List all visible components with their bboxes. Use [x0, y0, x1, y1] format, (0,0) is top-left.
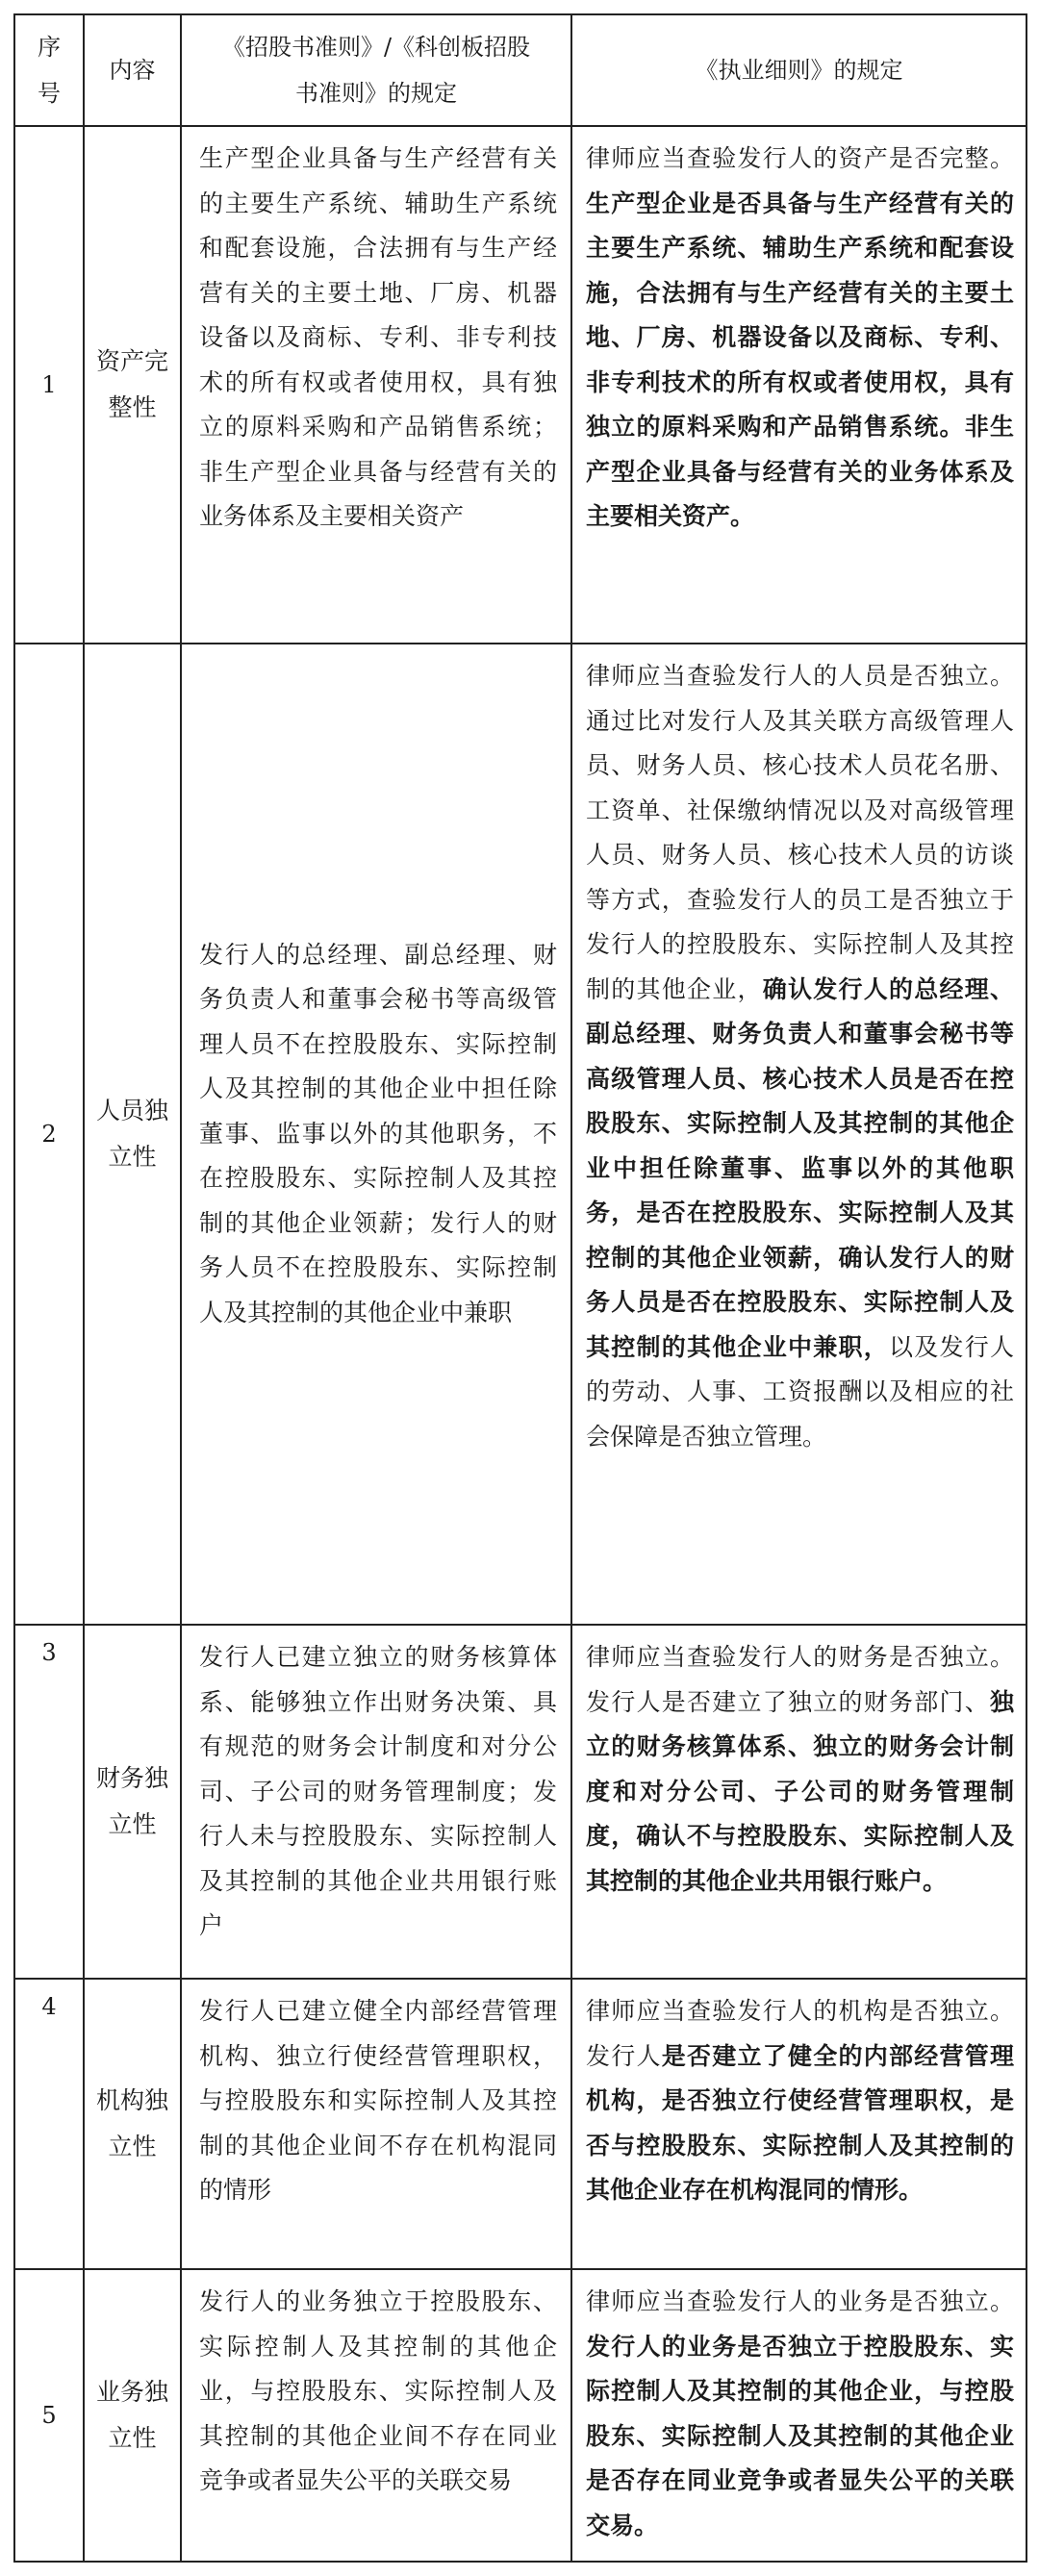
- row-detail-intro: 律师应当查验发行人的机构是否独立。发行人: [586, 1997, 1014, 2070]
- row-rule: 发行人已建立健全内部经营管理机构、独立行使经营管理职权，与控股股东和实际控制人及其控制的其他企业间不存在机构混同的情形: [181, 1979, 571, 2269]
- table-row: [14, 126, 1026, 644]
- table-row: [14, 644, 1026, 1625]
- header-rule: 《招股书准则》/《科创板招股书准则》的规定: [181, 14, 571, 126]
- row-item: 人员独立性: [84, 644, 181, 1625]
- row-item: 机构独立性: [84, 1979, 181, 2269]
- header-row: [14, 14, 1026, 126]
- row-rule: 发行人的业务独立于控股股东、实际控制人及其控制的其他企业，与控股股东、实际控制人及其控制的其他企业间不存在同业竞争或者显失公平的关联交易: [181, 2269, 571, 2562]
- row-detail-intro: 律师应当查验发行人的业务是否独立。: [586, 2287, 1014, 2315]
- row-detail-emphasis: 生产型企业是否具备与生产经营有关的主要生产系统、辅助生产系统和配套设施，合法拥有与生产经营有关的主要土地、厂房、机器设备以及商标、专利、非专利技术的所有权或者使用权，具有独立的原料采购和产品销售系统。非生产型企业具备与经营有关的业务体系及主要相关资产。: [586, 189, 1014, 530]
- row-rule: 发行人的总经理、副总经理、财务负责人和董事会秘书等高级管理人员不在控股股东、实际控制人及其控制的其他企业中担任除董事、监事以外的其他职务，不在控股股东、实际控制人及其控制的其他企业领薪；发行人的财务人员不在控股股东、实际控制人及其控制的其他企业中兼职: [181, 644, 571, 1625]
- table-row: [14, 2269, 1026, 2562]
- row-detail: [571, 126, 1026, 644]
- independence-comparison-table: [13, 13, 1027, 2563]
- row-detail-intro: 律师应当查验发行人的资产是否完整。: [586, 144, 1014, 172]
- row-item: 财务独立性: [84, 1625, 181, 1979]
- row-detail: [571, 1979, 1026, 2269]
- row-item: 业务独立性: [84, 2269, 181, 2562]
- table-row: [14, 1625, 1026, 1979]
- table-row: [14, 1979, 1026, 2269]
- header-item: 内容: [84, 14, 181, 126]
- row-detail-intro: 律师应当查验发行人的人员是否独立。通过比对发行人及其关联方高级管理人员、财务人员、核心技术人员花名册、工资单、社保缴纳情况以及对高级管理人员、财务人员、核心技术人员的访谈等方式，查验发行人的员工是否独立于发行人的控股股东、实际控制人及其控制的其他企业，: [586, 662, 1014, 1003]
- row-detail: [571, 644, 1026, 1625]
- row-detail-emphasis: 确认发行人的总经理、副总经理、财务负责人和董事会秘书等高级管理人员、核心技术人员是否在控股股东、实际控制人及其控制的其他企业中担任除董事、监事以外的其他职务，是否在控股股东、实际控制人及其控制的其他企业领薪，确认发行人的财务人员是否在控股股东、实际控制人及其控制的其他企业中兼职，: [586, 974, 1014, 1361]
- row-detail-emphasis: 是否建立了健全的内部经营管理机构，是否独立行使经营管理职权，是否与控股股东、实际控制人及其控制的其他企业存在机构混同的情形。: [586, 2041, 1014, 2204]
- header-detail: 《执业细则》的规定: [571, 14, 1026, 126]
- row-detail: [571, 2269, 1026, 2562]
- row-rule: 发行人已建立独立的财务核算体系、能够独立作出财务决策、具有规范的财务会计制度和对分公司、子公司的财务管理制度；发行人未与控股股东、实际控制人及其控制的其他企业共用银行账户: [181, 1625, 571, 1979]
- row-item: 资产完整性: [84, 126, 181, 644]
- row-number: 4: [14, 1979, 84, 2269]
- row-detail-emphasis: 独立的财务核算体系、独立的财务会计制度和对分公司、子公司的财务管理制度，确认不与控股股东、实际控制人及其控制的其他企业共用银行账户。: [586, 1687, 1014, 1895]
- row-number: 5: [14, 2269, 84, 2562]
- row-detail-intro: 律师应当查验发行人的财务是否独立。发行人是否建立了独立的财务部门、: [586, 1643, 1014, 1716]
- row-detail: [571, 1625, 1026, 1979]
- row-number: 3: [14, 1625, 84, 1979]
- row-detail-tail: 以及发行人的劳动、人事、工资报酬以及相应的社会保障是否独立管理。: [586, 1332, 1014, 1451]
- row-number: 2: [14, 644, 84, 1625]
- row-number: 1: [14, 126, 84, 644]
- header-no: 序号: [14, 14, 84, 126]
- row-detail-emphasis: 发行人的业务是否独立于控股股东、实际控制人及其控制的其他企业，与控股股东、实际控制人及其控制的其他企业是否存在同业竞争或者显失公平的关联交易。: [586, 2332, 1014, 2539]
- row-rule: 生产型企业具备与生产经营有关的主要生产系统、辅助生产系统和配套设施，合法拥有与生产经营有关的主要土地、厂房、机器设备以及商标、专利、非专利技术的所有权或者使用权，具有独立的原料采购和产品销售系统；非生产型企业具备与经营有关的业务体系及主要相关资产: [181, 126, 571, 644]
